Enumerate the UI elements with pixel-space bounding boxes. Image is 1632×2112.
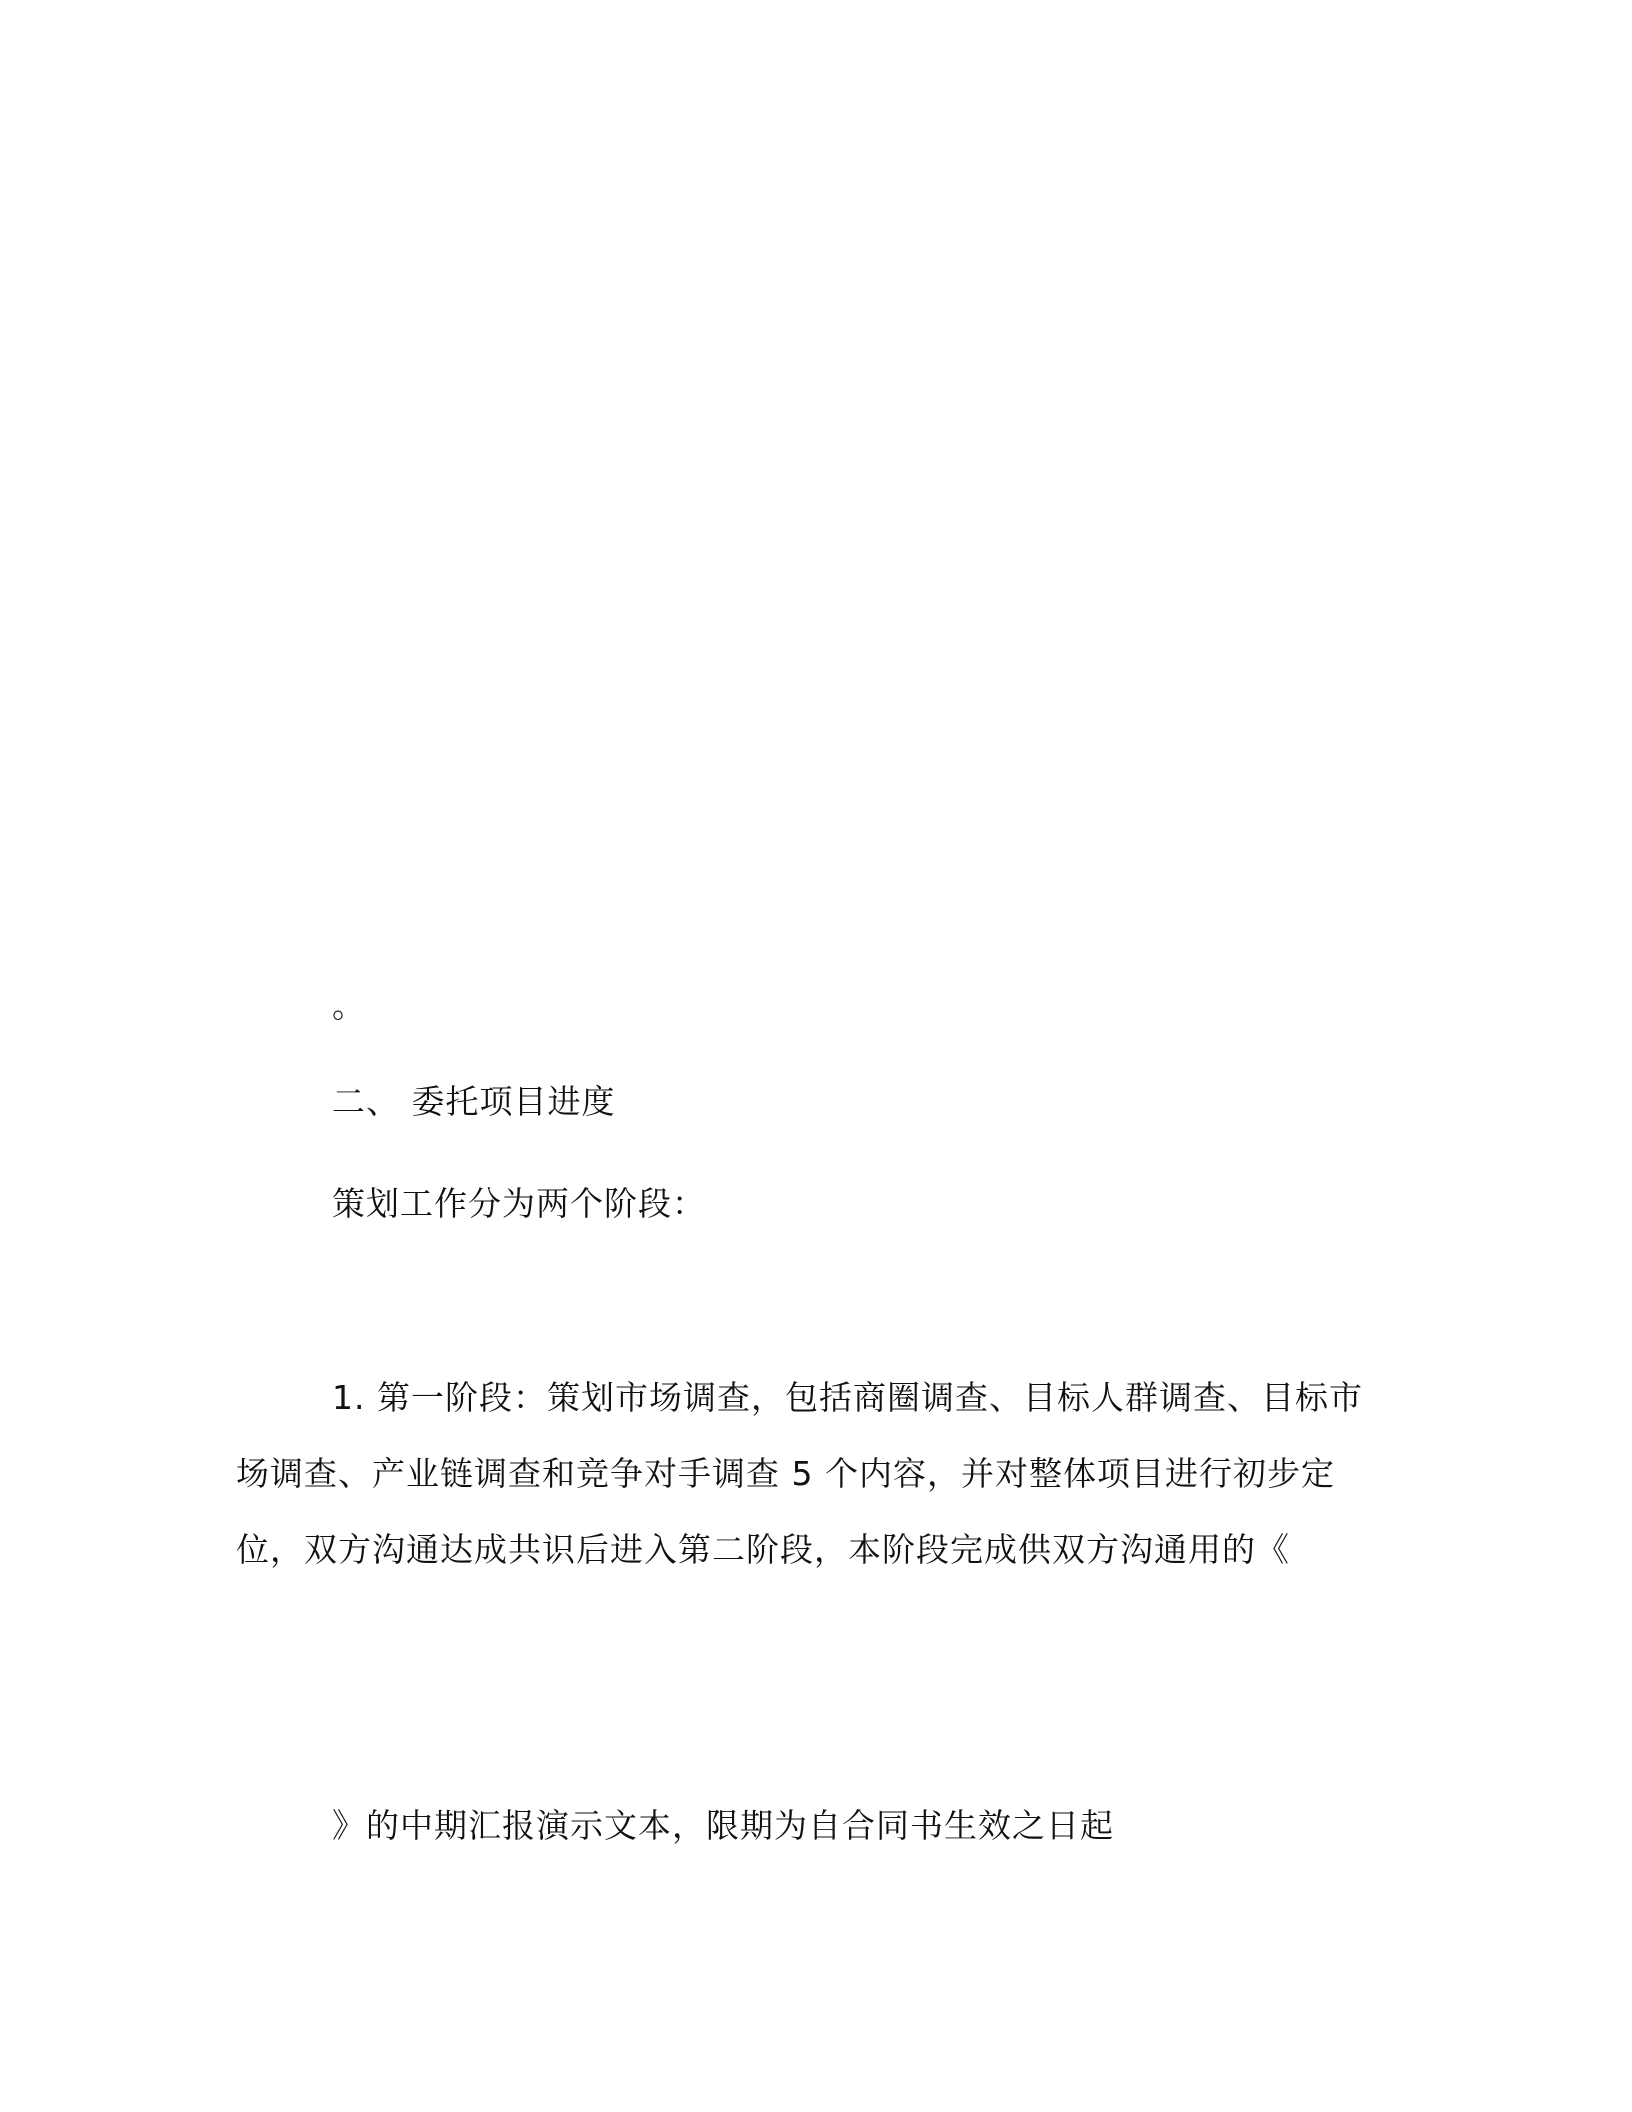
intro-text: 策划工作分为两个阶段： [332, 1184, 706, 1223]
fragment-period: 。 [332, 986, 366, 1025]
section-heading: 二、 委托项目进度 [332, 1082, 616, 1121]
continuation-text: 》的中期汇报演示文本，限期为自合同书生效之日起 [332, 1806, 1114, 1845]
phase1-paragraph: 1. 第一阶段：策划市场调查，包括商圈调查、目标人群调查、目标市场调查、产业链调查和竞争对手调查 5 个内容，并对整体项目进行初步定位，双方沟通达成共识后进入第二阶段，本阶段完成供双方沟通用的《 [236, 1378, 1363, 1569]
